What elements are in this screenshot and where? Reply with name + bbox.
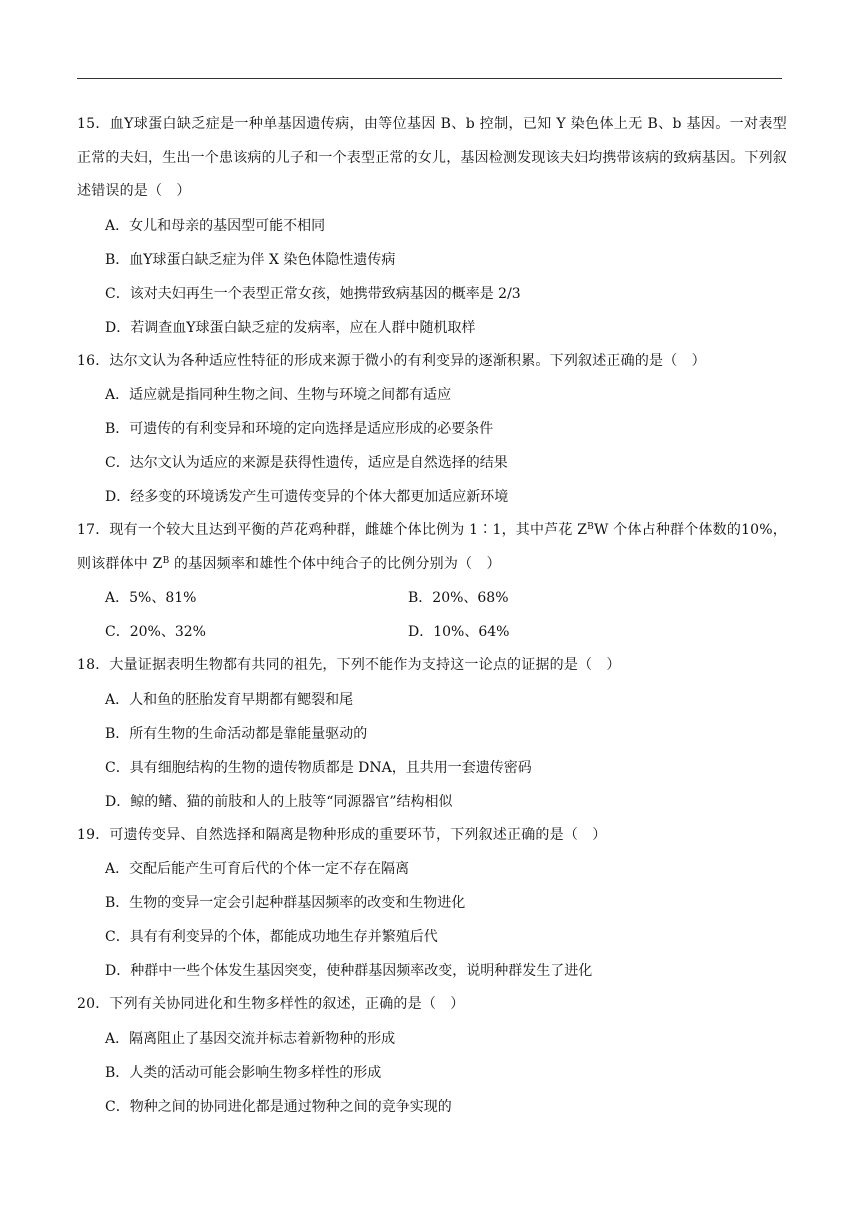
option-d: D．经多变的环境诱发产生可遗传变异的个体大都更加适应新环境: [105, 489, 509, 505]
option-a: A．交配后能产生可育后代的个体一定不存在隔离: [105, 861, 410, 877]
question-stem: [77, 345, 787, 379]
question-number: 18．: [77, 657, 110, 673]
option-a: A．5%、81%: [105, 590, 197, 606]
option-b: B．生物的变异一定会引起种群基因频率的改变和生物进化: [105, 895, 466, 911]
question-text: 可遗传变异、自然选择和隔离是物种形成的重要环节，下列叙述正确的是（ ）: [109, 826, 607, 843]
question-18: [77, 649, 787, 819]
option-b: B．所有生物的生命活动都是靠能量驱动的: [105, 725, 368, 742]
header-divider: [77, 78, 782, 79]
option-c: C．具有细胞结构的生物的遗传物质都是 DNA，且共用一套遗传密码: [105, 759, 532, 776]
question-text: 血Y球蛋白缺乏症是一种单基因遗传病，由等位基因 B、b 控制，已知 Y 染色体上无 B、b 基因。一对表型正常的夫妇，生出一个患该病的儿子和一个表型正常的女儿，基因检测发现该夫妇均携带该病的致病基因。下列叙述错误的是（ ）: [77, 116, 787, 199]
option-row: [77, 615, 787, 649]
option-a: A．女儿和母亲的基因型可能不相同: [105, 217, 326, 234]
option-d: D．若调查血Y球蛋白缺乏症的发病率，应在人群中随机取样: [105, 319, 476, 336]
question-15: [77, 108, 787, 345]
option-b: B．可遗传的有利变异和环境的定向选择是适应形成的必要条件: [105, 421, 494, 437]
option-c: C．具有有利变异的个体，都能成功地生存并繁殖后代: [105, 929, 438, 945]
question-text-part-3: 的基因频率和雄性个体中纯合子的比例分别为（ ）: [169, 555, 501, 572]
option-c: C．物种之间的协同进化都是通过物种之间的竞争实现的: [105, 1098, 452, 1115]
option-b: B．20%、68%: [408, 590, 509, 606]
question-text-part-1: 现有一个较大且达到平衡的芦花鸡种群，雌雄个体比例为 1∶1，其中芦花 Z: [109, 522, 588, 538]
option-d: D．鲸的鳍、猫的前肢和人的上肢等“同源器官”结构相似: [105, 793, 453, 810]
option-d: D．种群中一些个体发生基因突变，使种群基因频率改变，说明种群发生了进化: [105, 963, 593, 979]
question-number: 17．: [77, 522, 110, 538]
question-number: 16．: [77, 352, 110, 369]
question-stem: [77, 108, 787, 209]
option-b: B．血Y球蛋白缺乏症为伴 X 染色体隐性遗传病: [105, 251, 396, 268]
question-20: [77, 988, 787, 1124]
question-16: [77, 345, 787, 515]
question-19: [77, 819, 787, 989]
superscript-b: B: [587, 522, 594, 532]
option-a: A．隔离阻止了基因交流并标志着新物种的形成: [105, 1030, 396, 1047]
option-row: [77, 581, 787, 615]
option-c: C．20%、32%: [105, 624, 206, 640]
question-stem: [77, 988, 787, 1022]
option-a: A．适应就是指同种生物之间、生物与环境之间都有适应: [105, 387, 452, 403]
question-stem: [77, 819, 787, 853]
question-text-part-2: W 个体占种群个体数的10%，则该群体中 Z: [77, 522, 787, 572]
superscript-b: B: [162, 555, 170, 566]
question-number: 20．: [77, 996, 110, 1012]
question-stem: [77, 514, 787, 581]
option-b: B．人类的活动可能会影响生物多样性的形成: [105, 1064, 382, 1081]
question-number: 19．: [77, 826, 110, 843]
option-c: C．该对夫妇再生一个表型正常女孩，她携带致病基因的概率是 2/3: [105, 285, 521, 302]
question-number: 15．: [77, 116, 110, 132]
option-d: D．10%、64%: [408, 624, 510, 640]
question-text: 大量证据表明生物都有共同的祖先，下列不能作为支持这一论点的证据的是（ ）: [109, 657, 621, 673]
question-stem: [77, 649, 787, 683]
option-a: A．人和鱼的胚胎发育早期都有鳃裂和尾: [105, 691, 354, 708]
option-c: C．达尔文认为适应的来源是获得性遗传，适应是自然选择的结果: [105, 455, 508, 471]
question-17: [77, 514, 787, 649]
question-list: [77, 108, 787, 1124]
question-text: 下列有关协同进化和生物多样性的叙述，正确的是（ ）: [109, 996, 465, 1012]
question-text: 达尔文认为各种适应性特征的形成来源于微小的有利变异的逐渐积累。下列叙述正确的是（ ）: [109, 352, 706, 369]
